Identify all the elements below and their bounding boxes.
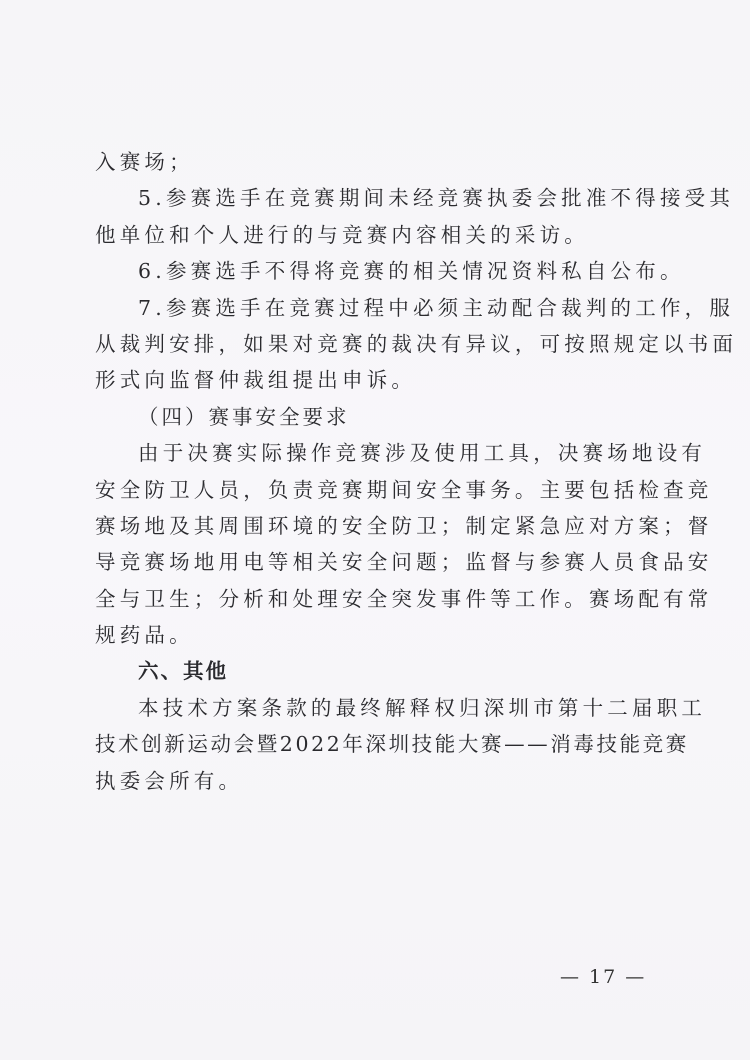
- subheading-safety-requirements: （四）赛事安全要求: [138, 404, 350, 429]
- safety-paragraph-line-1: 由于决赛实际操作竞赛涉及使用工具，决赛场地设有: [138, 441, 707, 466]
- rule-item-6: 6.参赛选手不得将竞赛的相关情况资料私自公布。: [138, 259, 685, 284]
- other-paragraph-line-3: 执委会所有。: [95, 768, 244, 793]
- rule-item-7-end: 形式向监督仲裁组提出申诉。: [95, 368, 417, 393]
- rule-item-5: 5.参赛选手在竞赛期间未经竞赛执委会批准不得接受其: [138, 186, 735, 211]
- safety-paragraph-line-4: 导竞赛场地用电等相关安全问题；监督与参赛人员食品安: [95, 550, 713, 575]
- section-heading-other: 六、其他: [138, 659, 228, 684]
- other-paragraph-line-2: 技术创新运动会暨2022年深圳技能大赛——消毒技能竞赛: [95, 732, 689, 757]
- rule-item-7: 7.参赛选手在竞赛过程中必须主动配合裁判的工作，服: [138, 295, 735, 320]
- safety-paragraph-line-3: 赛场地及其周围环境的安全防卫；制定紧急应对方案；督: [95, 513, 713, 538]
- safety-paragraph-line-6: 规药品。: [95, 623, 194, 648]
- safety-paragraph-line-5: 全与卫生；分析和处理安全突发事件等工作。赛场配有常: [95, 586, 713, 611]
- text-line-continuation: 入赛场；: [95, 150, 194, 174]
- other-paragraph-line-1: 本技术方案条款的最终解释权归深圳市第十二届职工: [138, 695, 707, 720]
- safety-paragraph-line-2: 安全防卫人员，负责竞赛期间安全事务。主要包括检查竞: [95, 477, 713, 502]
- document-body: [95, 144, 738, 799]
- page-number: — 17 —: [560, 966, 647, 988]
- rule-item-5-continued: 他单位和个人进行的与竞赛内容相关的采访。: [95, 222, 589, 247]
- rule-item-7-continued: 从裁判安排，如果对竞赛的裁决有异议，可按照规定以书面: [95, 331, 738, 356]
